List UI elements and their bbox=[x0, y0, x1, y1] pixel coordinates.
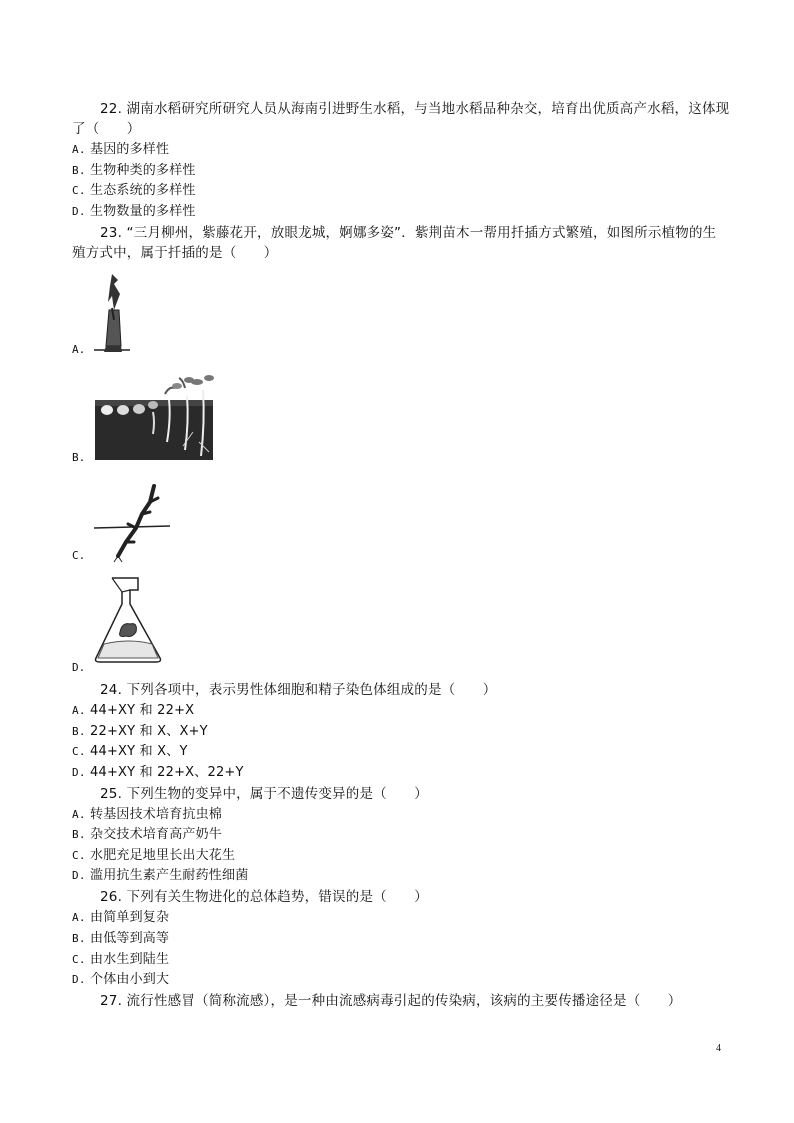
question-23-text-cont: 殖方式中，属于扦插的是（ ） bbox=[72, 245, 278, 261]
question-22-text: 22. 湖南水稻研究所研究人员从海南引进野生水稻，与当地水稻品种杂交，培育出优质高产水稻，这体现 bbox=[100, 101, 730, 117]
question-26-option-b: B. 由低等到高等 bbox=[72, 931, 170, 946]
tissue-culture-flask-icon bbox=[92, 574, 166, 666]
question-23-option-c-label: C. bbox=[72, 549, 86, 562]
question-25-text: 25. 下列生物的变异中，属于不遗传变异的是（ ） bbox=[100, 786, 428, 802]
question-25-option-b: B. 杂交技术培育高产奶牛 bbox=[72, 827, 223, 842]
question-24-text: 24. 下列各项中，表示男性体细胞和精子染色体组成的是（ ） bbox=[100, 682, 497, 698]
question-25-option-c: C. 水肥充足地里长出大花生 bbox=[72, 848, 236, 863]
question-26-option-d: D. 个体由小到大 bbox=[72, 972, 170, 987]
grafting-icon bbox=[92, 272, 132, 358]
question-22-option-a: A. 基因的多样性 bbox=[72, 142, 170, 157]
question-23-option-b-label: B. bbox=[72, 451, 86, 464]
question-22-option-d: D. 生物数量的多样性 bbox=[72, 204, 196, 219]
question-22-option-b: B. 生物种类的多样性 bbox=[72, 163, 196, 178]
cutting-icon bbox=[92, 480, 172, 564]
question-23-option-a-label: A. bbox=[72, 343, 86, 356]
question-23-text: 23. “三月柳州，紫藤花开，放眼龙城，婀娜多姿”．紫荆苗木一帮用扦插方式繁殖，如图所示植物的生 bbox=[100, 225, 717, 241]
question-22-option-c: C. 生态系统的多样性 bbox=[72, 183, 196, 198]
question-24-option-b: B. 22+XY 和 X、X+Y bbox=[72, 724, 208, 739]
question-27-text: 27. 流行性感冒（简称流感），是一种由流感病毒引起的传染病，该病的主要传播途径是（ ） bbox=[100, 993, 682, 1009]
question-26-option-a: A. 由简单到复杂 bbox=[72, 910, 170, 925]
question-26-option-c: C. 由水生到陆生 bbox=[72, 952, 170, 967]
question-23-option-d-label: D. bbox=[72, 661, 86, 674]
question-22-text-cont: 了（ ） bbox=[72, 121, 141, 137]
question-25-option-a: A. 转基因技术培育抗虫棉 bbox=[72, 807, 223, 822]
seed-germination-icon bbox=[93, 372, 215, 464]
question-24-option-d: D. 44+XY 和 22+X、22+Y bbox=[72, 765, 244, 780]
question-24-option-c: C. 44+XY 和 X、Y bbox=[72, 744, 188, 759]
question-26-text: 26. 下列有关生物进化的总体趋势，错误的是（ ） bbox=[100, 889, 428, 905]
question-24-option-a: A. 44+XY 和 22+X bbox=[72, 703, 195, 718]
question-25-option-d: D. 滥用抗生素产生耐药性细菌 bbox=[72, 868, 249, 883]
page-number: 4 bbox=[716, 1043, 721, 1054]
